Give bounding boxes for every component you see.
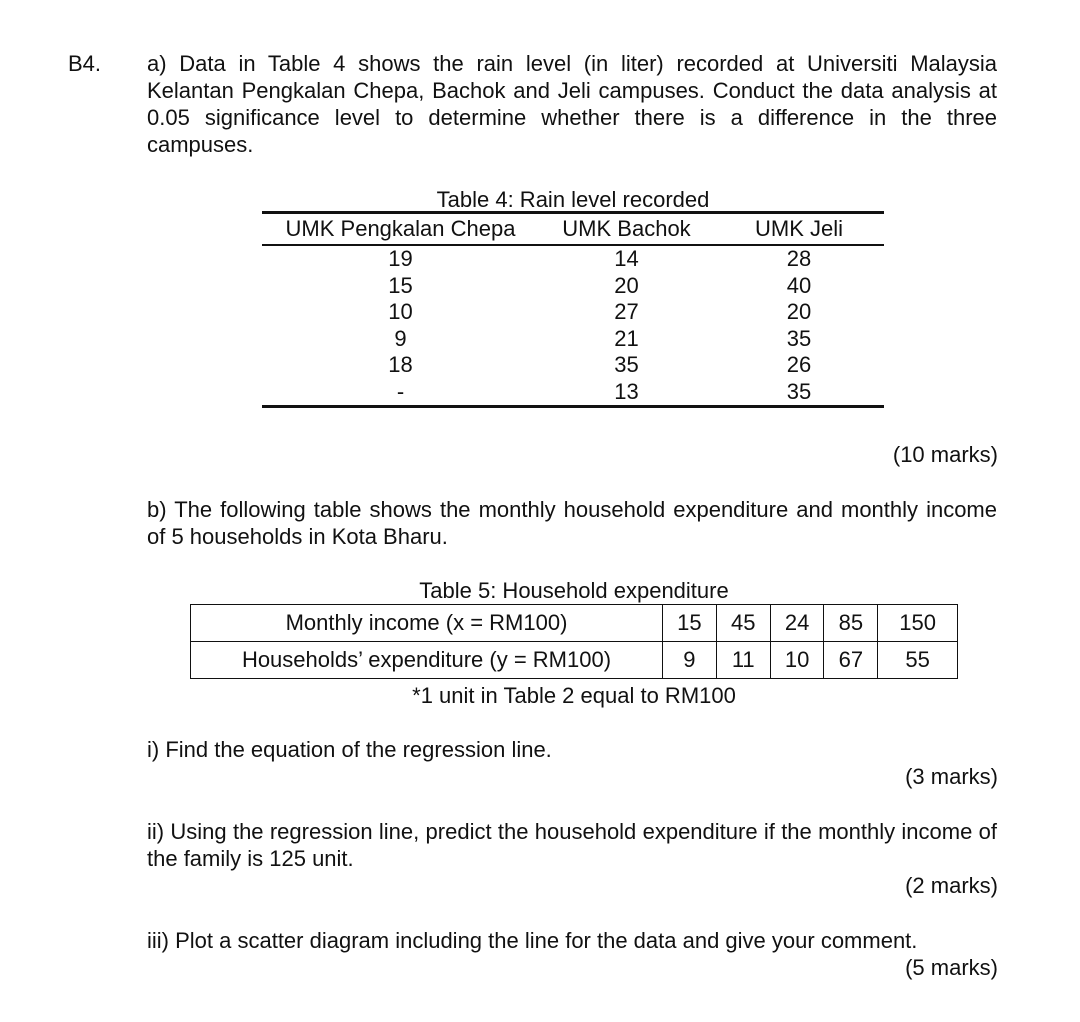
table4-header: UMK Pengkalan Chepa <box>262 213 539 246</box>
table4-cell: 13 <box>539 379 714 407</box>
table5-row-label: Households’ expenditure (y = RM100) <box>191 642 663 679</box>
table4-header-row <box>262 213 884 246</box>
part-b-ii-marks: (2 marks) <box>905 873 998 898</box>
part-b-i-text: i) Find the equation of the regression line. <box>147 737 552 762</box>
table4-cell: 35 <box>614 352 639 378</box>
table5-row-label: Monthly income (x = RM100) <box>191 605 663 642</box>
part-b-text: b) The following table shows the monthly household expenditure and monthly income of 5 households in Kota Bharu. <box>147 497 997 549</box>
table5-cell: 11 <box>716 642 770 679</box>
table5-cell: 150 <box>878 605 958 642</box>
table4-cell: 9 <box>394 325 407 351</box>
table5 <box>190 604 958 679</box>
table4-row <box>262 245 884 273</box>
table4-header: UMK Bachok <box>539 213 714 246</box>
table4-cell: - <box>262 379 539 407</box>
table4-cell: 40 <box>786 272 812 298</box>
part-b-i-marks: (3 marks) <box>905 764 998 789</box>
table4-cell: 14 <box>614 246 639 272</box>
table5-cell: 85 <box>824 605 878 642</box>
table5-caption: Table 5: Household expenditure <box>419 578 729 603</box>
table4-cell: 27 <box>614 299 639 325</box>
question-number: B4. <box>68 51 102 76</box>
table4 <box>262 211 884 408</box>
table4-caption: Table 4: Rain level recorded <box>436 187 710 212</box>
table5-cell: 9 <box>663 642 717 679</box>
table5-cell: 24 <box>770 605 824 642</box>
table5-cell: 55 <box>878 642 958 679</box>
table5-cell: 67 <box>824 642 878 679</box>
table4-cell: 15 <box>388 272 413 298</box>
table4-cell: 35 <box>714 379 884 407</box>
table4-cell: 10 <box>388 299 413 325</box>
table4-cell: 35 <box>786 325 812 351</box>
table5-note: *1 unit in Table 2 equal to RM100 <box>412 683 736 708</box>
table4-row <box>262 273 884 300</box>
table4-cell: 20 <box>786 299 812 325</box>
table4-cell: 28 <box>786 246 812 272</box>
table4-header: UMK Jeli <box>714 213 884 246</box>
table4-cell: 18 <box>388 352 413 378</box>
table4-cell: 19 <box>388 246 413 272</box>
table5-cell: 15 <box>663 605 717 642</box>
table4-cell: 26 <box>786 352 812 378</box>
table4-cell: 21 <box>614 325 639 351</box>
table5-row <box>191 605 958 642</box>
table4-cell: 20 <box>614 272 639 298</box>
part-b-iii-marks: (5 marks) <box>905 955 998 980</box>
table5-cell: 10 <box>770 642 824 679</box>
part-b-ii-text: ii) Using the regression line, predict the household expenditure if the monthly income of the family is 125 unit. <box>147 819 997 871</box>
part-a-text: a) Data in Table 4 shows the rain level (in liter) recorded at Universiti Malaysia Kelantan Pengkalan Chepa, Bachok and Jeli campuses. Conduct the data analysis at 0.05 significance level to determine whether there is a difference in the three campuses. <box>147 51 997 157</box>
table4-row <box>262 326 884 353</box>
table5-row <box>191 642 958 679</box>
part-b-iii-text: iii) Plot a scatter diagram including the line for the data and give your comment. <box>147 928 918 953</box>
table4-row <box>262 379 884 407</box>
part-a-marks: (10 marks) <box>892 442 998 467</box>
table5-cell: 45 <box>716 605 770 642</box>
table4-row <box>262 299 884 326</box>
table4-row <box>262 352 884 379</box>
